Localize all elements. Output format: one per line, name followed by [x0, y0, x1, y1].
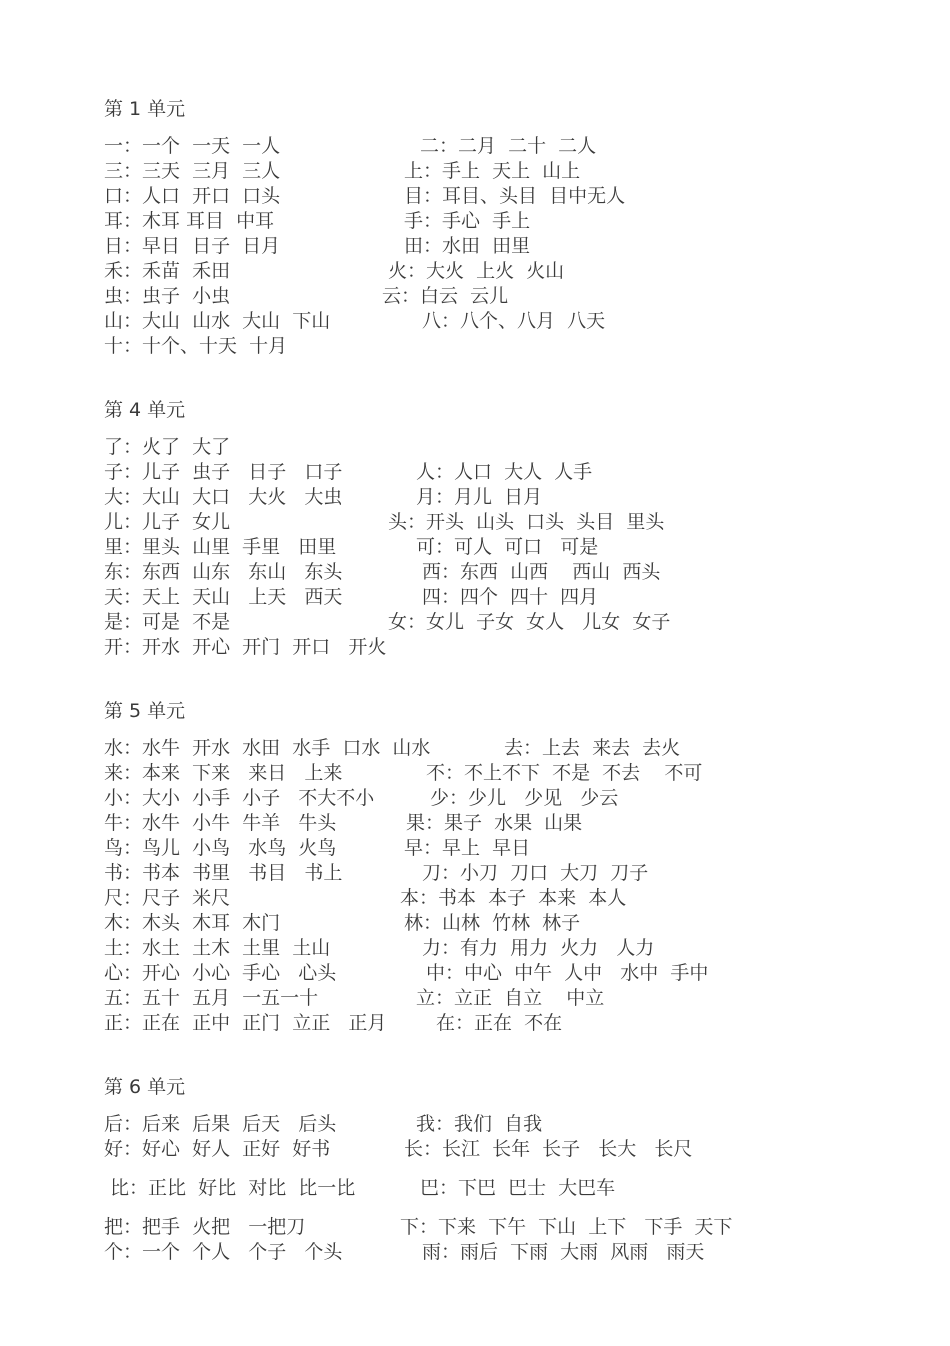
entry-left: 三：三天 三月 三人 — [104, 160, 281, 182]
entry-right: 果：果子 水果 山果 — [406, 812, 583, 834]
entry-left: 山：大山 山水 大山 下山 — [104, 310, 331, 332]
entry-left: 儿：儿子 女儿 — [104, 511, 231, 533]
entry-left: 虫：虫子 小虫 — [104, 285, 231, 307]
entry-right: 可：可人 可口 可是 — [416, 536, 599, 558]
entry-left: 五：五十 五月 一五一十 — [104, 987, 319, 1009]
unit-6-vocab — [104, 1112, 884, 1265]
entry-left: 书：书本 书里 书目 书上 — [104, 862, 343, 884]
entry-right: 不：不上不下 不是 不去 不可 — [426, 762, 703, 784]
entry-right: 西：东西 山西 西山 西头 — [422, 561, 661, 583]
vocab-line — [104, 184, 884, 209]
unit-1-vocab — [104, 134, 884, 359]
unit-heading: 第 5 单元 — [104, 700, 186, 722]
entry-right: 巴：下巴 巴士 大巴车 — [420, 1177, 616, 1199]
vocab-line — [104, 1215, 884, 1240]
vocab-line — [104, 334, 884, 359]
entry-left: 心：开心 小心 手心 心头 — [104, 962, 337, 984]
vocab-line — [104, 460, 884, 485]
entry-right: 我：我们 自我 — [416, 1113, 543, 1135]
vocab-line — [104, 435, 884, 460]
entry-left: 子：儿子 虫子 日子 口子 — [104, 461, 343, 483]
vocab-line — [104, 886, 884, 911]
vocab-line — [104, 610, 884, 635]
entry-right: 月：月儿 日月 — [416, 486, 543, 508]
unit-heading: 第 6 单元 — [104, 1076, 186, 1098]
entry-right: 女：女儿 子女 女人 儿女 女子 — [388, 611, 671, 633]
entry-right: 力：有力 用力 火力 人力 — [422, 937, 655, 959]
unit-heading: 第 1 单元 — [104, 98, 186, 120]
entry-left: 耳：木耳 耳目 中耳 — [104, 210, 275, 232]
entry-left: 了：火了 大了 — [104, 436, 231, 458]
entry-right: 田：水田 田里 — [404, 235, 531, 257]
entry-right: 目：耳目、头目 目中无人 — [404, 185, 626, 207]
vocab-line — [104, 986, 884, 1011]
entry-right: 八：八个、八月 八天 — [422, 310, 606, 332]
entry-right: 头：开头 山头 口头 头目 里头 — [388, 511, 665, 533]
vocab-line — [104, 585, 884, 610]
entry-left: 土：水土 土木 土里 土山 — [104, 937, 331, 959]
vocab-line — [104, 786, 884, 811]
entry-right: 去：上去 来去 去火 — [504, 737, 681, 759]
entry-left: 木：木头 木耳 木门 — [104, 912, 281, 934]
document-page — [104, 96, 884, 1265]
entry-left: 东：东西 山东 东山 东头 — [104, 561, 343, 583]
entry-left: 是：可是 不是 — [104, 611, 231, 633]
entry-right: 立：立正 自立 中立 — [416, 987, 605, 1009]
vocab-line — [104, 861, 884, 886]
vocab-line — [104, 234, 884, 259]
entry-right: 手：手心 手上 — [404, 210, 531, 232]
entry-left: 正：正在 正中 正门 立正 正月 — [104, 1012, 387, 1034]
vocab-line — [104, 134, 884, 159]
entry-right: 火：大火 上火 火山 — [388, 260, 565, 282]
vocab-line — [104, 159, 884, 184]
vocab-line — [104, 1011, 884, 1036]
unit-5-vocab — [104, 736, 884, 1036]
entry-left: 小：大小 小手 小子 不大不小 — [104, 787, 375, 809]
vocab-line — [104, 1137, 884, 1162]
entry-right: 刀：小刀 刀口 大刀 刀子 — [422, 862, 649, 884]
entry-left: 日：早日 日子 日月 — [104, 235, 281, 257]
entry-left: 开：开水 开心 开门 开口 开火 — [104, 636, 387, 658]
entry-left: 鸟：鸟儿 小鸟 水鸟 火鸟 — [104, 837, 337, 859]
vocab-line — [104, 836, 884, 861]
vocab-line — [104, 635, 884, 660]
entry-left: 大：大山 大口 大火 大虫 — [104, 486, 343, 508]
vocab-line — [104, 736, 884, 761]
vocab-line — [104, 284, 884, 309]
vocab-line — [104, 309, 884, 334]
entry-left: 比：正比 好比 对比 比一比 — [104, 1177, 356, 1199]
entry-right: 二：二月 二十 二人 — [420, 135, 597, 157]
vocab-line — [104, 1112, 884, 1137]
entry-right: 长：长江 长年 长子 长大 长尺 — [404, 1138, 693, 1160]
entry-left: 后：后来 后果 后天 后头 — [104, 1113, 337, 1135]
entry-left: 尺：尺子 米尺 — [104, 887, 231, 909]
entry-left: 口：人口 开口 口头 — [104, 185, 281, 207]
entry-right: 中：中心 中午 人中 水中 手中 — [426, 962, 709, 984]
unit-4-vocab — [104, 435, 884, 660]
entry-left: 十：十个、十天 十月 — [104, 335, 288, 357]
entry-right: 人：人口 大人 人手 — [416, 461, 593, 483]
vocab-line — [104, 761, 884, 786]
vocab-line — [104, 510, 884, 535]
vocab-line — [104, 485, 884, 510]
entry-right: 本：书本 本子 本来 本人 — [400, 887, 627, 909]
entry-right: 雨：雨后 下雨 大雨 风雨 雨天 — [422, 1241, 705, 1263]
entry-right: 上：手上 天上 山上 — [404, 160, 581, 182]
entry-left: 水：水牛 开水 水田 水手 口水 山水 — [104, 737, 431, 759]
vocab-line — [104, 259, 884, 284]
entry-left: 好：好心 好人 正好 好书 — [104, 1138, 331, 1160]
entry-left: 一：一个 一天 一人 — [104, 135, 281, 157]
entry-right: 早：早上 早日 — [404, 837, 531, 859]
vocab-line — [104, 209, 884, 234]
entry-left: 个：一个 个人 个子 个头 — [104, 1241, 343, 1263]
entry-left: 里：里头 山里 手里 田里 — [104, 536, 337, 558]
vocab-line — [104, 1240, 884, 1265]
entry-right: 四：四个 四十 四月 — [422, 586, 599, 608]
entry-left: 禾：禾苗 禾田 — [104, 260, 231, 282]
entry-left: 天：天上 天山 上天 西天 — [104, 586, 343, 608]
entry-right: 在：正在 不在 — [436, 1012, 563, 1034]
entry-right: 少：少儿 少见 少云 — [430, 787, 619, 809]
entry-left: 来：本来 下来 来日 上来 — [104, 762, 343, 784]
vocab-line — [104, 560, 884, 585]
vocab-line — [104, 961, 884, 986]
vocab-line — [104, 911, 884, 936]
entry-right: 林：山林 竹林 林子 — [404, 912, 581, 934]
entry-left: 把：把手 火把 一把刀 — [104, 1216, 306, 1238]
vocab-line — [104, 811, 884, 836]
entry-left: 牛：水牛 小牛 牛羊 牛头 — [104, 812, 337, 834]
entry-right: 下：下来 下午 下山 上下 下手 天下 — [400, 1216, 733, 1238]
unit-heading: 第 4 单元 — [104, 399, 186, 421]
entry-right: 云：白云 云儿 — [382, 285, 509, 307]
vocab-line — [104, 535, 884, 560]
vocab-line — [104, 1176, 884, 1201]
vocab-line — [104, 936, 884, 961]
